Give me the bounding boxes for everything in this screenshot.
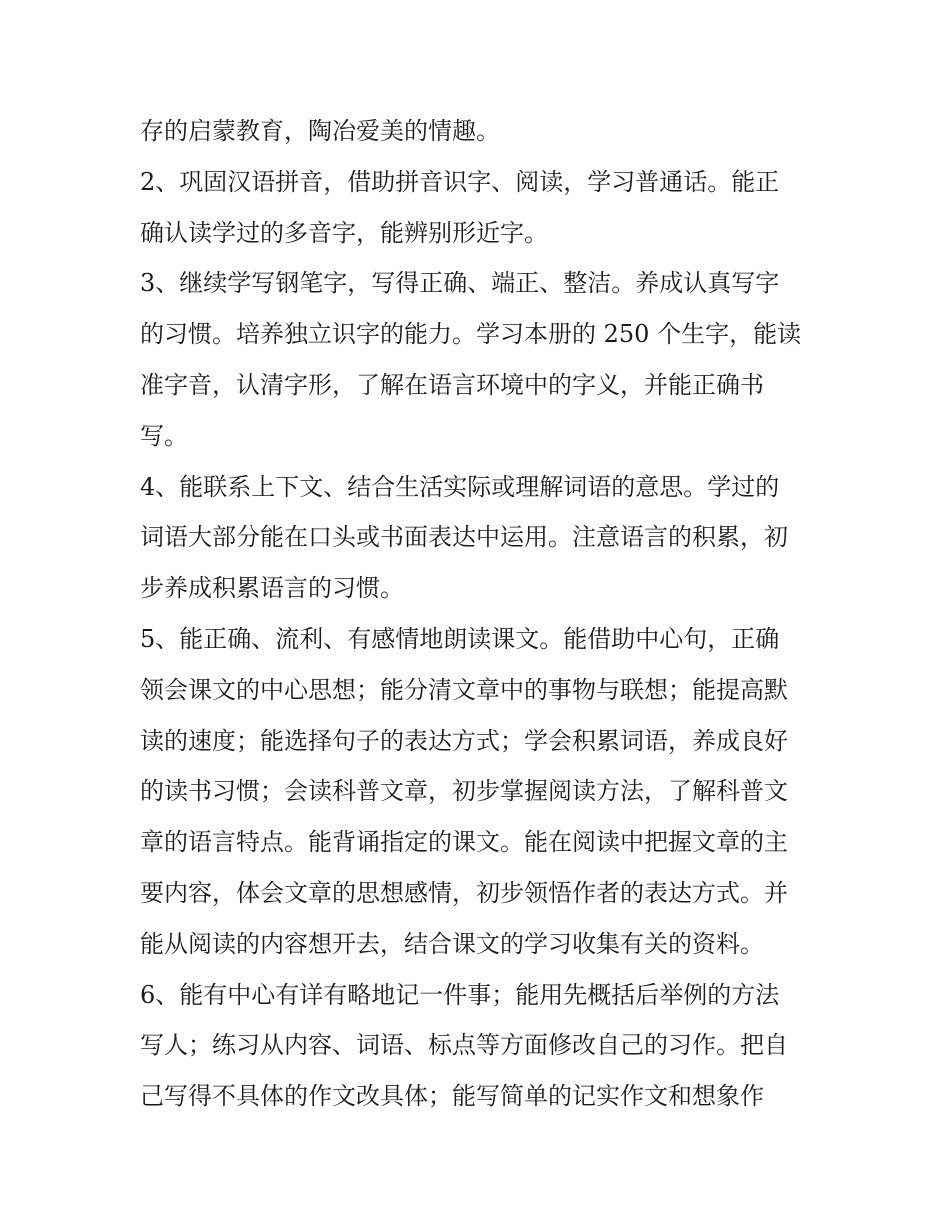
text-line: 要内容，体会文章的思想感情，初步领悟作者的表达方式。并 — [140, 878, 788, 907]
text-line: 能从阅读的内容想开去，结合课文的学习收集有关的资料。 — [140, 929, 764, 958]
text-line: 读的速度；能选择句子的表达方式；学会积累词语，养成良好 — [140, 726, 788, 755]
text-line: 存的启蒙教育，陶冶爱美的情趣。 — [140, 117, 500, 145]
text-line: 写。 — [140, 421, 188, 450]
text-line: 领会课文的中心思想；能分清文章中的事物与联想；能提高默 — [140, 675, 788, 704]
text-line: 4、能联系上下文、结合生活实际或理解词语的意思。学过的 — [140, 472, 780, 501]
text-line: 2、巩固汉语拼音，借助拼音识字、阅读，学习普通话。能正 — [140, 167, 780, 196]
text-line: 3、继续学写钢笔字，写得正确、端正、整洁。养成认真写字 — [140, 269, 780, 298]
text-line: 的习惯。培养独立识字的能力。学习本册的 250 个生字，能读 — [140, 320, 802, 349]
document-body — [140, 106, 830, 1122]
text-line: 5、能正确、流利、有感情地朗读课文。能借助中心句，正确 — [140, 624, 780, 653]
text-line: 准字音，认清字形，了解在语言环境中的字义，并能正确书 — [140, 370, 764, 399]
text-line: 章的语言特点。能背诵指定的课文。能在阅读中把握文章的主 — [140, 828, 788, 857]
text-line: 的读书习惯；会读科普文章，初步掌握阅读方法，了解科普文 — [140, 777, 788, 806]
text-line: 词语大部分能在口头或书面表达中运用。注意语言的积累，初 — [140, 523, 788, 552]
text-line: 6、能有中心有详有略地记一件事；能用先概括后举例的方法 — [140, 980, 780, 1009]
text-line: 写人；练习从内容、词语、标点等方面修改自己的习作。把自 — [140, 1031, 788, 1060]
text-line: 确认读学过的多音字，能辨别形近字。 — [140, 218, 548, 247]
text-line: 步养成积累语言的习惯。 — [140, 574, 404, 603]
text-line: 己写得不具体的作文改具体；能写简单的记实作文和想象作 — [140, 1082, 764, 1111]
